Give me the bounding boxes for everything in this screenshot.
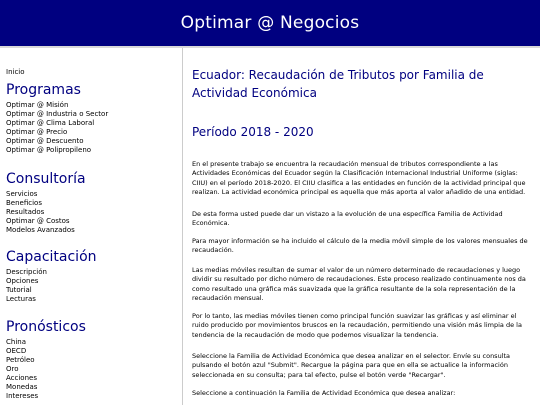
sidebar-section-consultoria [6, 170, 86, 235]
sidebar-link-resultados[interactable]: Resultados [6, 208, 45, 216]
paragraph-vistazo: De esta forma usted puede dar un vistazo a la evolución de una específica Familia de Actividad Económica. [192, 210, 503, 228]
column-divider [182, 48, 183, 405]
sidebar-link-tutorial[interactable]: Tutorial [6, 286, 32, 294]
paragraph-instrucciones: Seleccione la Familia de Actividad Económica que desea analizar en el selector. Envíe su consulta pulsando el botón azul "Submit". Recargue la página para que en ella se actualice la información seleccionada en su consulta; para tal efecto, pulse el botón verde "Recargar". [192, 352, 511, 379]
sidebar-section-pronosticos [6, 318, 86, 401]
section-title-pronosticos: Pronósticos [6, 319, 86, 335]
sidebar-link-monedas[interactable]: Monedas [6, 383, 38, 391]
sidebar-link-intereses[interactable]: Intereses [6, 392, 39, 400]
sidebar-link-inicio[interactable]: Inicio [6, 68, 25, 76]
sidebar-link-china[interactable]: China [6, 338, 26, 346]
paragraph-medias-moviles: Las medias móviles resultan de sumar el valor de un número determinado de recaudaciones y luego dividir su resultado por dicho número de recaudaciones. Este proceso realizado continuamente nos da como resultado una gráfica más suavizada que la gráfica resultante de la sola representación de la recaudación mensual. [192, 266, 526, 302]
sidebar-link-industria[interactable]: Optimar @ Industria o Sector [6, 110, 109, 118]
paragraph-intro: En el presente trabajo se encuentra la recaudación mensual de tributos correspondiente a las Actividades Económicas del Ecuador según la Clasificación Internacional Industrial Uniforme (siglas: CIIU) en el período 2018-2020. El CIIU clasifica a las entidades en función de la actividad principal que realizan. La actividad económica principal es aquella que más aporta al valor añadido de una entidad. [192, 160, 526, 196]
sidebar-link-opciones[interactable]: Opciones [6, 277, 39, 285]
section-title-programas: Programas [6, 82, 81, 98]
sidebar-link-lecturas[interactable]: Lecturas [6, 295, 36, 303]
sidebar-link-beneficios[interactable]: Beneficios [6, 199, 42, 207]
site-title: Optimar @ Negocios [180, 13, 360, 33]
sidebar-section-programas [6, 81, 108, 155]
paragraph-seleccione: Seleccione a continuación la Familia de Actividad Económica que desea analizar: [192, 389, 456, 397]
page-subtitle: Período 2018 - 2020 [192, 125, 314, 139]
paragraph-media-movil: Para mayor información se ha incluido el cálculo de la media móvil simple de los valores mensuales de recaudación. [192, 237, 528, 255]
sidebar-nav [0, 48, 180, 405]
main-content [192, 48, 532, 405]
sidebar-link-oro[interactable]: Oro [6, 365, 19, 373]
site-header [0, 0, 540, 46]
section-title-consultoria: Consultoría [6, 171, 86, 187]
sidebar-link-petroleo[interactable]: Petróleo [6, 356, 35, 364]
sidebar-section-capacitacion [6, 248, 97, 304]
page-title: Ecuador: Recaudación de Tributos por Familia de Actividad Económica [192, 68, 484, 100]
sidebar-link-polipropileno[interactable]: Optimar @ Polipropileno [6, 146, 92, 154]
sidebar-link-descripcion[interactable]: Descripción [6, 268, 47, 276]
sidebar-link-costos[interactable]: Optimar @ Costos [6, 217, 70, 225]
sidebar-link-acciones[interactable]: Acciones [6, 374, 37, 382]
section-title-capacitacion: Capacitación [6, 249, 97, 265]
paragraph-suavizar: Por lo tanto, las medias móviles tienen como principal función suavizar las gráficas y así eliminar el ruido producido por movimientos bruscos en la recaudación, permitiendo una visión más limpia de la tendencia de la recaudación de modo que podemos visualizar la tendencia. [192, 312, 522, 339]
sidebar-link-precio[interactable]: Optimar @ Precio [6, 128, 68, 136]
sidebar-link-oecd[interactable]: OECD [6, 347, 27, 355]
sidebar-link-mision[interactable]: Optimar @ Misión [6, 101, 69, 109]
sidebar-link-modelos-avanzados[interactable]: Modelos Avanzados [6, 226, 75, 234]
sidebar-link-servicios[interactable]: Servicios [6, 190, 38, 198]
sidebar-link-descuento[interactable]: Optimar @ Descuento [6, 137, 84, 145]
sidebar-link-clima-laboral[interactable]: Optimar @ Clima Laboral [6, 119, 95, 127]
